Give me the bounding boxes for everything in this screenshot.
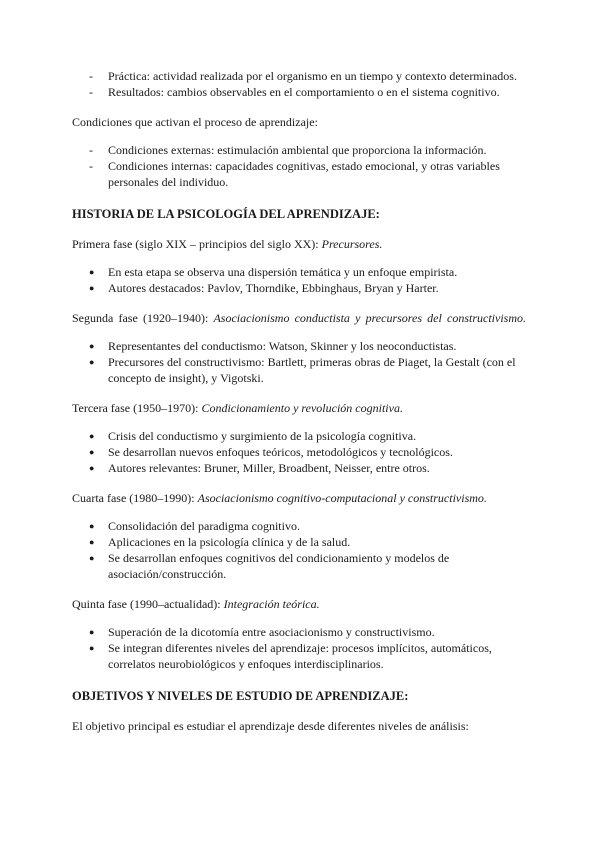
phase-1-list: [72, 264, 526, 296]
list-item: ● Crisis del conductismo y surgimiento de la psicología cognitiva.: [72, 428, 526, 444]
phase-name: Asociacionismo cognitivo-computacional y constructivismo.: [197, 491, 487, 505]
phase-5-list: [72, 624, 526, 672]
list-item: ● Aplicaciones en la psicología clínica y de la salud.: [72, 534, 526, 550]
phase-label: Quinta fase (1990–actualidad):: [72, 597, 224, 611]
learning-components-list: [72, 68, 526, 100]
list-item: - Condiciones internas: capacidades cognitivas, estado emocional, y otras variables personales del individuo.: [72, 158, 526, 190]
phase-name: Condicionamiento y revolución cognitiva.: [201, 401, 403, 415]
list-item: ● Consolidación del paradigma cognitivo.: [72, 518, 526, 534]
phase-label: Cuarta fase (1980–1990):: [72, 491, 198, 505]
list-item: ● Precursores del constructivismo: Bartlett, primeras obras de Piaget, la Gestalt (con el concepto de insight), y Vigotski.: [72, 354, 526, 386]
objective-intro: El objetivo principal es estudiar el aprendizaje desde diferentes niveles de análisis:: [72, 719, 469, 733]
list-item: ● Se desarrollan nuevos enfoques teóricos, metodológicos y tecnológicos.: [72, 444, 526, 460]
list-item: ● Se integran diferentes niveles del aprendizaje: procesos implícitos, automáticos, correlatos neurobiológicos y enfoques interdisciplinarios.: [72, 640, 526, 672]
phase-5-title: [72, 596, 526, 612]
phase-2-title: [72, 310, 526, 326]
document-page: [72, 68, 526, 734]
heading-history: HISTORIA DE LA PSICOLOGÍA DEL APRENDIZAJE:: [72, 207, 380, 221]
list-item: - Condiciones externas: estimulación ambiental que proporciona la información.: [72, 142, 526, 158]
phase-3-title: [72, 400, 526, 416]
list-item: ● Se desarrollan enfoques cognitivos del condicionamiento y modelos de asociación/construcción.: [72, 550, 526, 582]
phase-1-title: [72, 236, 526, 252]
phase-label: Segunda fase (1920–1940):: [72, 311, 214, 325]
phase-name: Integración teórica.: [223, 597, 320, 611]
conditions-intro: Condiciones que activan el proceso de aprendizaje:: [72, 115, 318, 129]
phase-label: Primera fase (siglo XIX – principios del siglo XX):: [72, 237, 322, 251]
list-item: ● Autores destacados: Pavlov, Thorndike, Ebbinghaus, Bryan y Harter.: [72, 280, 526, 296]
list-item: ● Superación de la dicotomía entre asociacionismo y constructivismo.: [72, 624, 526, 640]
phase-2-list: [72, 338, 526, 386]
list-item: ● En esta etapa se observa una dispersión temática y un enfoque empirista.: [72, 264, 526, 280]
phase-label: Tercera fase (1950–1970):: [72, 401, 202, 415]
phase-4-title: [72, 490, 526, 506]
conditions-list: [72, 142, 526, 190]
phase-3-list: [72, 428, 526, 476]
heading-objectives: OBJETIVOS Y NIVELES DE ESTUDIO DE APRENDIZAJE:: [72, 689, 409, 703]
list-item: ● Autores relevantes: Bruner, Miller, Broadbent, Neisser, entre otros.: [72, 460, 526, 476]
list-item: - Práctica: actividad realizada por el organismo en un tiempo y contexto determinados.: [72, 68, 526, 84]
list-item: - Resultados: cambios observables en el comportamiento o en el sistema cognitivo.: [72, 84, 526, 100]
phase-4-list: [72, 518, 526, 582]
list-item: ● Representantes del conductismo: Watson, Skinner y los neoconductistas.: [72, 338, 526, 354]
phase-name: Precursores.: [321, 237, 383, 251]
phase-name: Asociacionismo conductista y precursores del constructivismo.: [213, 311, 526, 325]
